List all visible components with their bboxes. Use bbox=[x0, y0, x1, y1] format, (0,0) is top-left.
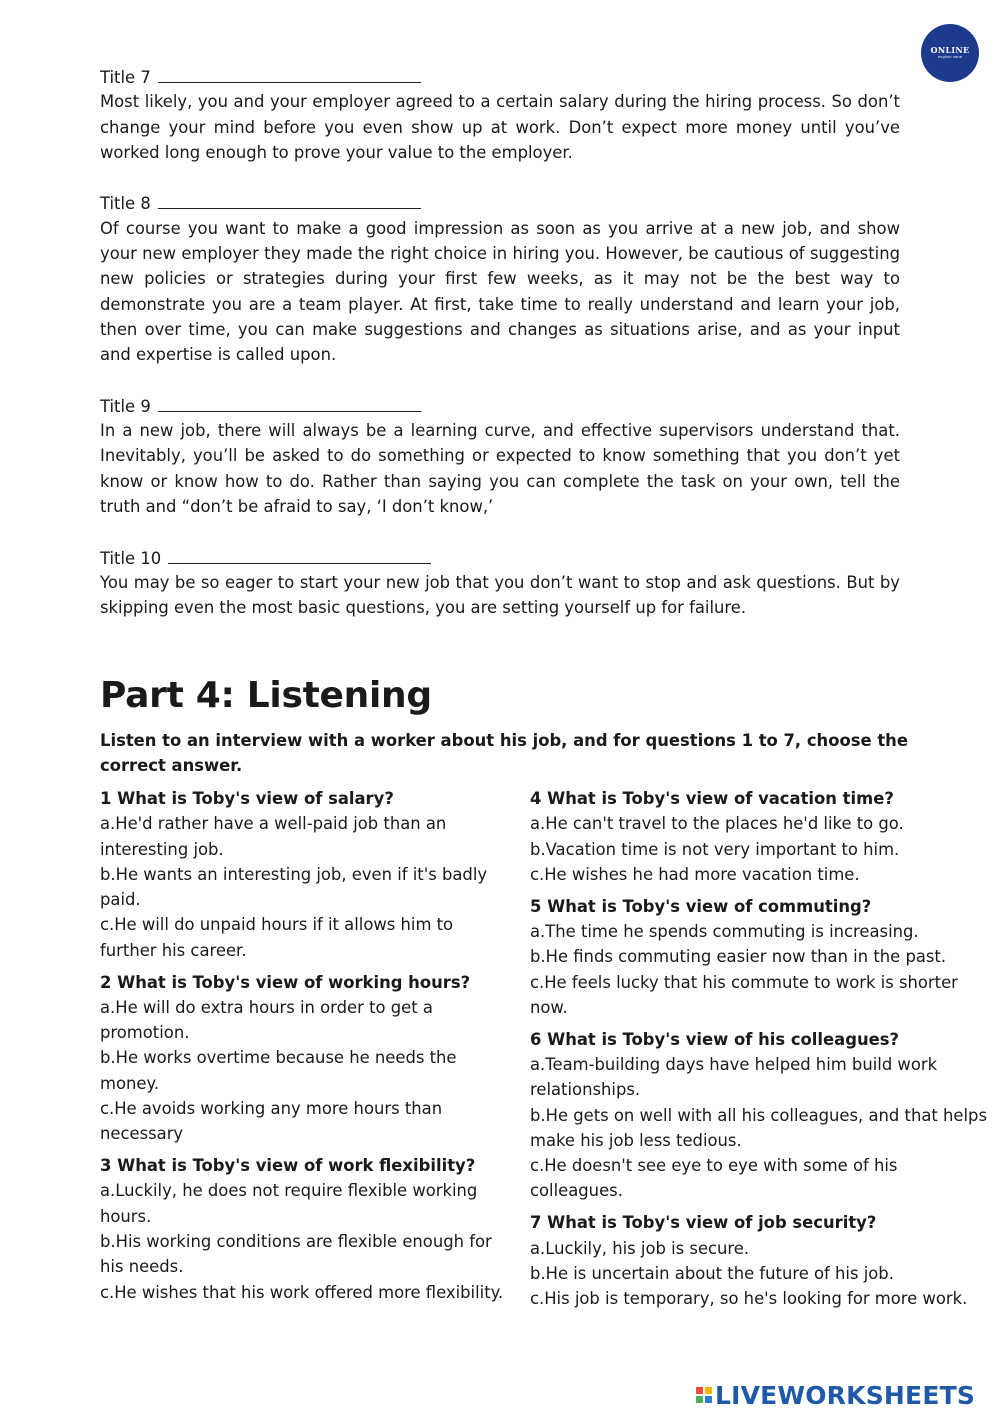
answer-option[interactable]: c.He avoids working any more hours than necessary bbox=[100, 1099, 443, 1144]
question-6 bbox=[530, 1027, 995, 1204]
title-label: Title 7 bbox=[100, 68, 151, 87]
answer-option[interactable]: c.He wishes that his work offered more flexibility. bbox=[100, 1282, 504, 1302]
answer-option[interactable]: b.He finds commuting easier now than in the past. bbox=[530, 947, 947, 967]
passage-title-9 bbox=[100, 393, 900, 519]
question-4 bbox=[530, 786, 995, 887]
question-stem: 4 What is Toby's view of vacation time? bbox=[530, 789, 894, 808]
passage-text: Of course you want to make a good impression as soon as you arrive at a new job, and show your new employer they made the right choice in hiring you. However, be cautious of suggesting new policies or strategies during your first few weeks, as it may not be the best way to demonstrate you are a team player. At first, take time to really understand and learn your job, then over time, you can make suggestions and changes as situations arise, and as your input and expertise is called upon. bbox=[100, 218, 900, 365]
title-label: Title 8 bbox=[100, 194, 151, 214]
answer-option[interactable]: a.Luckily, he does not require flexible working hours. bbox=[100, 1181, 478, 1226]
answer-option[interactable]: a.Luckily, his job is secure. bbox=[530, 1238, 750, 1258]
answer-option[interactable]: c.He doesn't see eye to eye with some of his colleagues. bbox=[530, 1156, 898, 1201]
title-label: Title 9 bbox=[100, 396, 151, 416]
passage-title-8 bbox=[100, 190, 900, 367]
question-7 bbox=[530, 1210, 995, 1311]
question-1 bbox=[100, 786, 505, 963]
answer-option[interactable]: c.He feels lucky that his commute to work is shorter now. bbox=[530, 972, 958, 1017]
title-answer-blank[interactable] bbox=[158, 190, 421, 209]
title-answer-blank[interactable] bbox=[158, 393, 421, 412]
question-stem: 5 What is Toby's view of commuting? bbox=[530, 896, 872, 916]
logo-tagline: english zone bbox=[937, 55, 963, 59]
question-2 bbox=[100, 970, 505, 1147]
listening-instruction: Listen to an interview with a worker about his job, and for questions 1 to 7, choose the correct answer. bbox=[100, 731, 908, 775]
title-answer-blank[interactable] bbox=[168, 545, 431, 564]
question-stem: 6 What is Toby's view of his colleagues? bbox=[530, 1029, 899, 1049]
question-5 bbox=[530, 894, 995, 1020]
passage-text: You may be so eager to start your new job that you don’t want to stop and ask questions. But by skipping even the most basic questions, you are setting yourself up for failure. bbox=[100, 572, 900, 618]
answer-option[interactable]: c.He wishes he had more vacation time. bbox=[530, 864, 860, 884]
passage-text: Most likely, you and your employer agreed to a certain salary during the hiring process. So don’t change your mind before you even show up at work. Don’t expect more money until you’ve worked long enough to prove your value to the employer. bbox=[100, 92, 900, 162]
answer-option[interactable]: c.His job is temporary, so he's looking for more work. bbox=[530, 1289, 968, 1309]
liveworksheets-wordmark: LIVEWORKSHEETS bbox=[715, 1380, 976, 1410]
reading-passages bbox=[100, 64, 900, 646]
questions-column-right bbox=[530, 786, 995, 1318]
answer-option[interactable]: a.He will do extra hours in order to get a promotion. bbox=[100, 997, 433, 1043]
answer-option[interactable]: b.He gets on well with all his colleagues, and that helps make his job less tedious. bbox=[530, 1105, 987, 1150]
answer-option[interactable]: a.He'd rather have a well-paid job than an interesting job. bbox=[100, 814, 447, 859]
answer-option[interactable]: a.He can't travel to the places he'd like to go. bbox=[530, 814, 904, 834]
answer-option[interactable]: b.He works overtime because he needs the money. bbox=[100, 1048, 457, 1093]
question-stem: 7 What is Toby's view of job security? bbox=[530, 1213, 877, 1233]
liveworksheets-logo bbox=[696, 1380, 975, 1410]
logo-wordmark: ONLINE bbox=[930, 45, 970, 55]
title-answer-blank[interactable] bbox=[158, 64, 421, 83]
answer-option[interactable]: a.The time he spends commuting is increasing. bbox=[530, 921, 919, 941]
answer-option[interactable]: b.He wants an interesting job, even if it's badly paid. bbox=[100, 864, 488, 910]
question-3 bbox=[100, 1153, 505, 1305]
passage-text: In a new job, there will always be a learning curve, and effective supervisors understand that. Inevitably, you’ll be asked to do something or expected to know something that you don’t yet know or know how to do. Rather than saying you can complete the task on your own, tell the truth and “don’t be afraid to say, ‘I don’t know,’ bbox=[100, 421, 900, 517]
questions-column-left bbox=[100, 786, 505, 1311]
answer-option[interactable]: c.He will do unpaid hours if it allows him to further his career. bbox=[100, 915, 454, 960]
liveworksheets-badge-icon bbox=[696, 1387, 712, 1403]
online-english-zone-logo bbox=[921, 24, 979, 82]
question-stem: 3 What is Toby's view of work flexibility? bbox=[100, 1156, 476, 1176]
answer-option[interactable]: a.Team-building days have helped him build work relationships. bbox=[530, 1054, 938, 1100]
title-label: Title 10 bbox=[100, 548, 162, 568]
answer-option[interactable]: b.He is uncertain about the future of his job. bbox=[530, 1263, 894, 1283]
question-stem: 1 What is Toby's view of salary? bbox=[100, 789, 394, 808]
passage-title-10 bbox=[100, 545, 900, 621]
passage-title-7 bbox=[100, 64, 900, 165]
answer-option[interactable]: b.His working conditions are flexible enough for his needs. bbox=[100, 1232, 492, 1277]
part-4-heading: Part 4: Listening bbox=[100, 675, 432, 716]
question-stem: 2 What is Toby's view of working hours? bbox=[100, 972, 471, 992]
answer-option[interactable]: b.Vacation time is not very important to him. bbox=[530, 839, 900, 859]
